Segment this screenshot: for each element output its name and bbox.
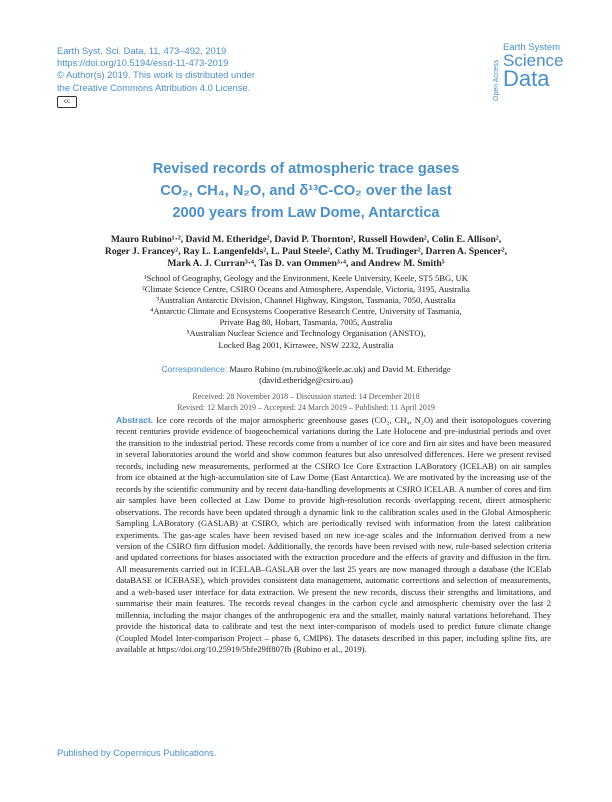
correspondence-emails[interactable]: Mauro Rubino (m.rubino@keele.ac.uk) and David M. Etheridge [229, 364, 451, 374]
logo-line-earth-system: Earth System [503, 42, 561, 53]
paper-title [60, 158, 552, 224]
logo-line-science: Science [503, 51, 564, 70]
correspondence-label: Correspondence: [161, 364, 228, 374]
affiliations [60, 273, 552, 351]
copyright-notice: © Author(s) 2019. This work is distributed under [57, 69, 255, 81]
title-line-2: CO₂, CH₄, N₂O, and δ¹³C-CO₂ over the last [160, 183, 452, 199]
dates-line-2: Revised: 12 March 2019 – Accepted: 24 March 2019 – Published: 11 April 2019 [177, 403, 435, 412]
correspondence [60, 364, 552, 386]
logo-line-data: Data [503, 66, 550, 91]
title-line-1: Revised records of atmospheric trace gases [152, 161, 460, 177]
author-list [60, 234, 552, 270]
authors-line-1: Mauro Rubino¹·², David M. Etheridge², David P. Thornton², Russell Howden², Colin E. Allison², [110, 234, 502, 245]
cc-license-icon[interactable] [57, 96, 77, 108]
abstract [116, 415, 551, 656]
cc-badge-text: cc [64, 99, 70, 105]
affiliation-line: ⁵Australian Nuclear Science and Technology Organisation (ANSTO), [186, 328, 426, 339]
abstract-label: Abstract. [116, 415, 154, 425]
journal-header [57, 45, 255, 94]
doi-link[interactable]: https://doi.org/10.5194/essd-11-473-2019 [57, 57, 229, 69]
authors-line-2: Roger J. Francey², Ray L. Langenfelds², L. Paul Steele², Cathy M. Trudinger², Darren A. Spencer², [104, 246, 508, 257]
affiliation-line: ³Australian Antarctic Division, Channel Highway, Kingston, Tasmania, 7050, Australia [156, 295, 456, 306]
publication-dates [60, 391, 552, 413]
correspondence-line-2[interactable]: (david.etheridge@csiro.au) [259, 375, 353, 386]
dates-line-1: Received: 28 November 2018 – Discussion started: 14 December 2018 [192, 392, 420, 401]
title-line-3: 2000 years from Law Dome, Antarctica [172, 205, 440, 221]
open-access-icon [490, 44, 500, 102]
authors-line-3: Mark A. J. Curran³·⁴, Tas D. van Ommen³·⁴, and Andrew M. Smith⁵ [167, 258, 445, 269]
affiliation-line: Private Bag 80, Hobart, Tasmania, 7005, Australia [219, 317, 393, 328]
publisher-footer[interactable]: Published by Copernicus Publications. [57, 747, 217, 758]
affiliation-line: ⁴Antarctic Climate and Ecosystems Cooperative Research Centre, University of Tasmania, [150, 306, 462, 317]
affiliation-line: ¹School of Geography, Geology and the Environment, Keele University, Keele, ST5 5BG, UK [144, 273, 468, 283]
license-link[interactable]: the Creative Commons Attribution 4.0 License. [57, 81, 251, 93]
abstract-text: Ice core records of the major atmospheric greenhouse gases (CO₂, CH₄, N₂O) and their isotopologues covering recent centuries provide evidence of biogeochemical variations during the Late Holocene and pre-industrial periods and over the transition to the industrial period. These records come from a number of ice core and firn air sites and have been measured in several laboratories around the world and show common features but also unresolved differences. Here we present revised records, including new measurements, performed at the CSIRO Ice Core Extraction LABoratory (ICELAB) on air samples from ice obtained at the high-accumulation site of Law Dome (East Antarctica). We are motivated by the increasing use of the records by the scientific community and by recent data-handling developments at CSIRO ICELAB. A number of cores and firn air samples have been collected at Law Dome to provide high-resolution records overlapping recent, direct atmospheric observations. The records have been updated through a dynamic link to the calibration scales used in the Global Atmospheric Sampling LABoratory (GASLAB) at CSIRO, which are periodically revised with information from the latest calibration experiments. The gas-age scales have been revised based on new ice-age scales and the information derived from a new version of the CSIRO firn diffusion model. Additionally, the records have been revised with new, rule-based selection criteria and updated corrections for biases associated with the extraction procedure and the effects of gravity and diffusion in the firn. All measurements carried out in ICELAB–GASLAB over the last 25 years are now managed through a database (the ICElab dataBASE or ICEBASE), which provides consistent data management, automatic corrections and selection of measurements, and a web-based user interface for data extraction. We present the new records, discuss their strengths and limitations, and summarise their main features. The records reveal changes in the carbon cycle and atmospheric chemistry over the last 2 millennia, including the major changes of the anthropogenic era and the smaller, mainly natural variations beforehand. They provide the historical data to calibrate and test the next inter-comparison of models used to predict future climate change (Coupled Model Inter-comparison Project – phase 6, CMIP6). The datasets described in this paper, including spline fits, are available at https://doi.org/10.25919/5bfe29ff807fb (Rubino et al., 2019). [116, 415, 551, 655]
affiliation-line: ²Climate Science Centre, CSIRO Oceans and Atmosphere, Aspendale, Victoria, 3195, Australia [142, 284, 470, 295]
journal-citation: Earth Syst. Sci. Data, 11, 473–492, 2019 [57, 45, 227, 56]
open-access-label: Open Access [493, 59, 500, 101]
affiliation-line: Locked Bag 2001, Kirrawee, NSW 2232, Australia [218, 339, 394, 350]
correspondence-line-1 [60, 364, 552, 375]
